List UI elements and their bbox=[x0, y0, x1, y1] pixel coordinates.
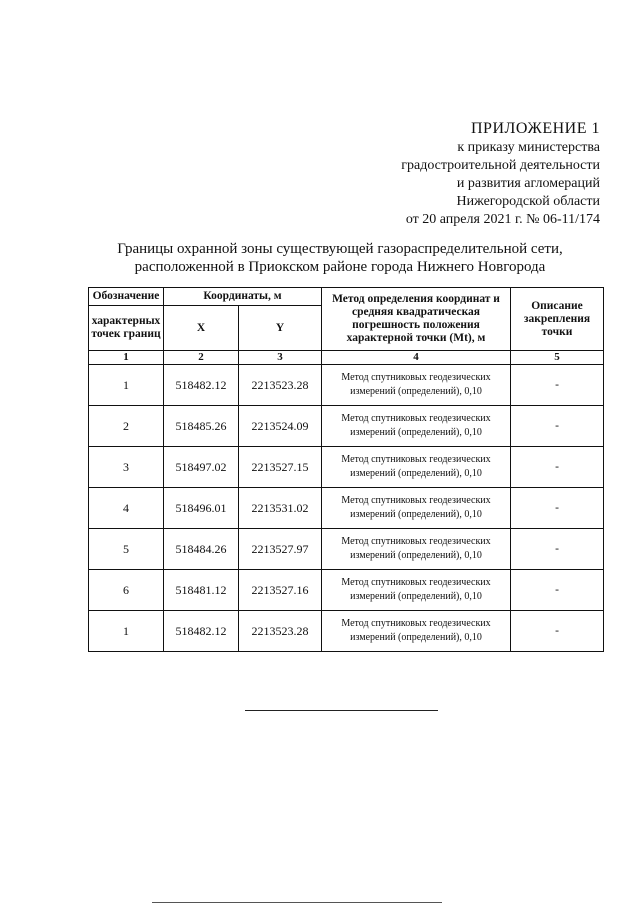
appendix-header bbox=[401, 120, 600, 229]
method-text: Метод спутниковых геодезических измерений (определений), 0,10 bbox=[322, 447, 511, 488]
column-number: 5 bbox=[511, 351, 604, 365]
header-designation-rest: характерных точек границ bbox=[89, 306, 164, 351]
description-value: - bbox=[511, 611, 604, 652]
point-id: 5 bbox=[89, 529, 164, 570]
header-designation-top: Обозначение bbox=[89, 288, 164, 306]
y-value: 2213527.15 bbox=[239, 447, 322, 488]
method-text: Метод спутниковых геодезических измерений (определений), 0,10 bbox=[322, 488, 511, 529]
column-number: 1 bbox=[89, 351, 164, 365]
header-method: Метод определения координат и средняя квадратическая погрешность положения характерной точки (Mt), м bbox=[322, 288, 511, 351]
column-number: 4 bbox=[322, 351, 511, 365]
header-coordinates: Координаты, м bbox=[164, 288, 322, 306]
x-value: 518484.26 bbox=[164, 529, 239, 570]
header-description: Описание закрепления точки bbox=[511, 288, 604, 351]
appendix-line: градостроительной деятельности bbox=[401, 158, 600, 173]
table-row bbox=[89, 570, 604, 611]
appendix-line: и развития агломераций bbox=[456, 176, 600, 191]
column-number: 2 bbox=[164, 351, 239, 365]
table-row bbox=[89, 529, 604, 570]
y-value: 2213527.16 bbox=[239, 570, 322, 611]
y-value: 2213523.28 bbox=[239, 365, 322, 406]
method-text: Метод спутниковых геодезических измерений (определений), 0,10 bbox=[322, 406, 511, 447]
point-id: 3 bbox=[89, 447, 164, 488]
document-title-line: расположенной в Приокском районе города Нижнего Новгорода bbox=[134, 259, 546, 275]
table-row bbox=[89, 406, 604, 447]
y-value: 2213527.97 bbox=[239, 529, 322, 570]
point-id: 2 bbox=[89, 406, 164, 447]
footer-divider bbox=[152, 902, 442, 903]
description-value: - bbox=[511, 365, 604, 406]
coordinates-table bbox=[88, 287, 604, 652]
appendix-line: Нижегородской области bbox=[456, 194, 600, 209]
x-value: 518497.02 bbox=[164, 447, 239, 488]
table-row bbox=[89, 611, 604, 652]
header-x: X bbox=[164, 306, 239, 351]
method-text: Метод спутниковых геодезических измерений (определений), 0,10 bbox=[322, 529, 511, 570]
method-text: Метод спутниковых геодезических измерений (определений), 0,10 bbox=[322, 570, 511, 611]
point-id: 6 bbox=[89, 570, 164, 611]
description-value: - bbox=[511, 529, 604, 570]
x-value: 518496.01 bbox=[164, 488, 239, 529]
document-title-line: Границы охранной зоны существующей газораспределительной сети, bbox=[117, 241, 563, 257]
point-id: 4 bbox=[89, 488, 164, 529]
point-id: 1 bbox=[89, 611, 164, 652]
appendix-order-date: от 20 апреля 2021 г. № 06-11/174 bbox=[405, 212, 600, 227]
appendix-title: ПРИЛОЖЕНИЕ 1 bbox=[470, 120, 600, 137]
table-row bbox=[89, 447, 604, 488]
description-value: - bbox=[511, 488, 604, 529]
x-value: 518481.12 bbox=[164, 570, 239, 611]
appendix-line: к приказу министерства bbox=[457, 140, 600, 155]
x-value: 518482.12 bbox=[164, 611, 239, 652]
point-id: 1 bbox=[89, 365, 164, 406]
description-value: - bbox=[511, 570, 604, 611]
table-row bbox=[89, 365, 604, 406]
table-row bbox=[89, 488, 604, 529]
y-value: 2213531.02 bbox=[239, 488, 322, 529]
method-text: Метод спутниковых геодезических измерений (определений), 0,10 bbox=[322, 365, 511, 406]
x-value: 518485.26 bbox=[164, 406, 239, 447]
x-value: 518482.12 bbox=[164, 365, 239, 406]
description-value: - bbox=[511, 447, 604, 488]
header-y: Y bbox=[239, 306, 322, 351]
column-number: 3 bbox=[239, 351, 322, 365]
document-title bbox=[40, 240, 640, 276]
signature-divider bbox=[245, 710, 438, 711]
y-value: 2213524.09 bbox=[239, 406, 322, 447]
description-value: - bbox=[511, 406, 604, 447]
y-value: 2213523.28 bbox=[239, 611, 322, 652]
method-text: Метод спутниковых геодезических измерений (определений), 0,10 bbox=[322, 611, 511, 652]
